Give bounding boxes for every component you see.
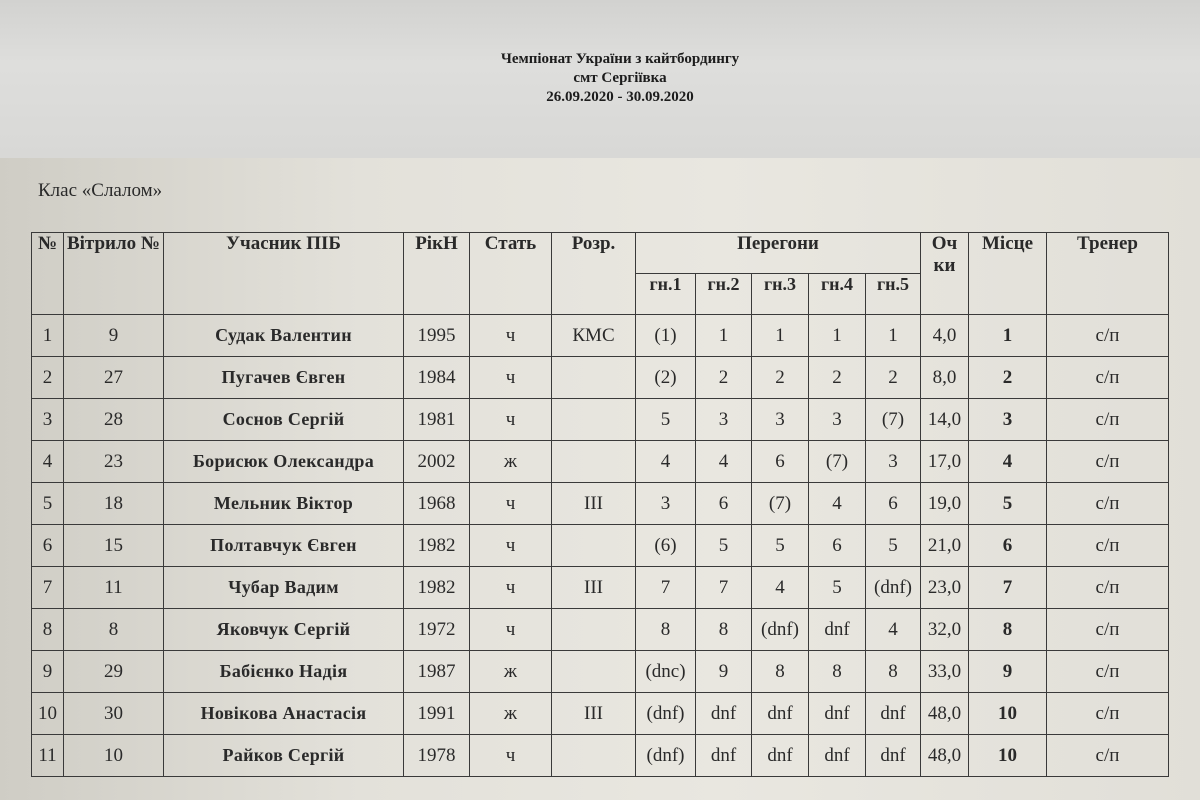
document-header	[0, 50, 1200, 107]
race-2-result-cell: 2	[696, 357, 752, 399]
participant-name-cell: Новікова Анастасія	[164, 693, 404, 735]
sail-number-cell: 9	[64, 315, 164, 357]
points-cell: 21,0	[921, 525, 969, 567]
table-row	[32, 693, 1169, 735]
race-3-result-cell: dnf	[752, 735, 809, 777]
birth-year-cell: 1978	[404, 735, 470, 777]
coach-cell: с/п	[1047, 315, 1169, 357]
sex-cell: ч	[470, 735, 552, 777]
coach-cell: с/п	[1047, 357, 1169, 399]
table-row	[32, 735, 1169, 777]
participant-name-cell: Мельник Віктор	[164, 483, 404, 525]
table-row	[32, 357, 1169, 399]
header-race-2: гн.2	[696, 274, 752, 315]
header-year: РікН	[404, 233, 470, 315]
birth-year-cell: 2002	[404, 441, 470, 483]
race-5-result-cell: dnf	[866, 735, 921, 777]
race-5-result-cell: (dnf)	[866, 567, 921, 609]
race-4-result-cell: 2	[809, 357, 866, 399]
header-coach: Тренер	[1047, 233, 1169, 315]
sex-cell: ж	[470, 441, 552, 483]
header-sex: Стать	[470, 233, 552, 315]
birth-year-cell: 1987	[404, 651, 470, 693]
sex-cell: ч	[470, 315, 552, 357]
sex-cell: ч	[470, 567, 552, 609]
place-cell: 7	[969, 567, 1047, 609]
row-number-cell: 10	[32, 693, 64, 735]
race-4-result-cell: 5	[809, 567, 866, 609]
sex-cell: ж	[470, 693, 552, 735]
coach-cell: с/п	[1047, 693, 1169, 735]
participant-name-cell: Райков Сергій	[164, 735, 404, 777]
place-cell: 5	[969, 483, 1047, 525]
points-cell: 8,0	[921, 357, 969, 399]
race-1-result-cell: (6)	[636, 525, 696, 567]
race-3-result-cell: 1	[752, 315, 809, 357]
sport-rank-cell	[552, 651, 636, 693]
participant-name-cell: Борисюк Олександра	[164, 441, 404, 483]
race-5-result-cell: (7)	[866, 399, 921, 441]
race-2-result-cell: 5	[696, 525, 752, 567]
birth-year-cell: 1995	[404, 315, 470, 357]
race-1-result-cell: (dnf)	[636, 735, 696, 777]
points-cell: 17,0	[921, 441, 969, 483]
points-cell: 4,0	[921, 315, 969, 357]
birth-year-cell: 1981	[404, 399, 470, 441]
race-3-result-cell: 6	[752, 441, 809, 483]
participant-name-cell: Яковчук Сергій	[164, 609, 404, 651]
coach-cell: с/п	[1047, 441, 1169, 483]
race-5-result-cell: 8	[866, 651, 921, 693]
race-1-result-cell: 8	[636, 609, 696, 651]
race-4-result-cell: 8	[809, 651, 866, 693]
sex-cell: ж	[470, 651, 552, 693]
race-5-result-cell: 5	[866, 525, 921, 567]
place-cell: 8	[969, 609, 1047, 651]
sport-rank-cell	[552, 609, 636, 651]
header-points: Оч ки	[921, 233, 969, 315]
race-4-result-cell: (7)	[809, 441, 866, 483]
participant-name-cell: Судак Валентин	[164, 315, 404, 357]
sport-rank-cell: ІІІ	[552, 693, 636, 735]
header-race-3: гн.3	[752, 274, 809, 315]
sex-cell: ч	[470, 399, 552, 441]
coach-cell: с/п	[1047, 525, 1169, 567]
race-4-result-cell: 3	[809, 399, 866, 441]
birth-year-cell: 1984	[404, 357, 470, 399]
place-cell: 4	[969, 441, 1047, 483]
race-4-result-cell: dnf	[809, 693, 866, 735]
header-place: Місце	[969, 233, 1047, 315]
race-1-result-cell: 3	[636, 483, 696, 525]
row-number-cell: 3	[32, 399, 64, 441]
race-3-result-cell: (7)	[752, 483, 809, 525]
coach-cell: с/п	[1047, 735, 1169, 777]
birth-year-cell: 1991	[404, 693, 470, 735]
sail-number-cell: 30	[64, 693, 164, 735]
results-body	[32, 315, 1169, 777]
row-number-cell: 1	[32, 315, 64, 357]
header-sail: Вітрило №	[64, 233, 164, 315]
race-1-result-cell: (1)	[636, 315, 696, 357]
race-2-result-cell: dnf	[696, 735, 752, 777]
race-3-result-cell: 8	[752, 651, 809, 693]
race-3-result-cell: 2	[752, 357, 809, 399]
birth-year-cell: 1982	[404, 525, 470, 567]
place-cell: 10	[969, 693, 1047, 735]
sail-number-cell: 29	[64, 651, 164, 693]
date-range: 26.09.2020 - 30.09.2020	[546, 89, 694, 105]
race-2-result-cell: 4	[696, 441, 752, 483]
sail-number-cell: 28	[64, 399, 164, 441]
race-3-result-cell: 4	[752, 567, 809, 609]
points-cell: 14,0	[921, 399, 969, 441]
race-3-result-cell: 5	[752, 525, 809, 567]
race-5-result-cell: 2	[866, 357, 921, 399]
header-race-4: гн.4	[809, 274, 866, 315]
results-table	[31, 232, 1169, 777]
header-race-1: гн.1	[636, 274, 696, 315]
sail-number-cell: 10	[64, 735, 164, 777]
participant-name-cell: Полтавчук Євген	[164, 525, 404, 567]
place-cell: 3	[969, 399, 1047, 441]
row-number-cell: 7	[32, 567, 64, 609]
championship-title: Чемпіонат України з кайтбордингу	[500, 51, 740, 67]
place-cell: 9	[969, 651, 1047, 693]
table-row	[32, 399, 1169, 441]
header-rank: Розр.	[552, 233, 636, 315]
sail-number-cell: 8	[64, 609, 164, 651]
row-number-cell: 2	[32, 357, 64, 399]
race-1-result-cell: (dnf)	[636, 693, 696, 735]
sport-rank-cell: КМС	[552, 315, 636, 357]
points-cell: 23,0	[921, 567, 969, 609]
place-cell: 2	[969, 357, 1047, 399]
race-4-result-cell: dnf	[809, 609, 866, 651]
row-number-cell: 5	[32, 483, 64, 525]
race-5-result-cell: 6	[866, 483, 921, 525]
race-2-result-cell: 3	[696, 399, 752, 441]
race-3-result-cell: (dnf)	[752, 609, 809, 651]
race-4-result-cell: 1	[809, 315, 866, 357]
race-1-result-cell: (2)	[636, 357, 696, 399]
row-number-cell: 8	[32, 609, 64, 651]
race-1-result-cell: (dnc)	[636, 651, 696, 693]
header-name: Учасник ПІБ	[164, 233, 404, 315]
coach-cell: с/п	[1047, 483, 1169, 525]
header-races: Перегони	[636, 233, 921, 274]
birth-year-cell: 1982	[404, 567, 470, 609]
header-no: №	[32, 233, 64, 315]
sex-cell: ч	[470, 525, 552, 567]
race-3-result-cell: dnf	[752, 693, 809, 735]
sport-rank-cell	[552, 399, 636, 441]
table-row	[32, 483, 1169, 525]
sport-rank-cell	[552, 735, 636, 777]
participant-name-cell: Чубар Вадим	[164, 567, 404, 609]
race-4-result-cell: dnf	[809, 735, 866, 777]
points-cell: 33,0	[921, 651, 969, 693]
race-4-result-cell: 4	[809, 483, 866, 525]
sail-number-cell: 23	[64, 441, 164, 483]
header-race-5: гн.5	[866, 274, 921, 315]
table-row	[32, 315, 1169, 357]
place-cell: 10	[969, 735, 1047, 777]
table-row	[32, 609, 1169, 651]
participant-name-cell: Пугачев Євген	[164, 357, 404, 399]
sex-cell: ч	[470, 609, 552, 651]
birth-year-cell: 1968	[404, 483, 470, 525]
sport-rank-cell: ІІІ	[552, 483, 636, 525]
points-cell: 48,0	[921, 735, 969, 777]
sail-number-cell: 27	[64, 357, 164, 399]
race-1-result-cell: 4	[636, 441, 696, 483]
row-number-cell: 11	[32, 735, 64, 777]
sail-number-cell: 11	[64, 567, 164, 609]
race-2-result-cell: 7	[696, 567, 752, 609]
venue: смт Сергіївка	[573, 70, 667, 86]
participant-name-cell: Бабієнко Надія	[164, 651, 404, 693]
race-1-result-cell: 7	[636, 567, 696, 609]
sport-rank-cell: ІІІ	[552, 567, 636, 609]
race-3-result-cell: 3	[752, 399, 809, 441]
coach-cell: с/п	[1047, 399, 1169, 441]
sport-rank-cell	[552, 525, 636, 567]
race-5-result-cell: 1	[866, 315, 921, 357]
race-5-result-cell: 3	[866, 441, 921, 483]
class-label: Клас «Слалом»	[38, 180, 163, 201]
coach-cell: с/п	[1047, 651, 1169, 693]
race-2-result-cell: 1	[696, 315, 752, 357]
place-cell: 1	[969, 315, 1047, 357]
race-2-result-cell: 9	[696, 651, 752, 693]
table-row	[32, 651, 1169, 693]
race-5-result-cell: dnf	[866, 693, 921, 735]
row-number-cell: 6	[32, 525, 64, 567]
row-number-cell: 4	[32, 441, 64, 483]
race-2-result-cell: dnf	[696, 693, 752, 735]
sex-cell: ч	[470, 357, 552, 399]
participant-name-cell: Соснов Сергій	[164, 399, 404, 441]
points-cell: 19,0	[921, 483, 969, 525]
coach-cell: с/п	[1047, 609, 1169, 651]
row-number-cell: 9	[32, 651, 64, 693]
race-4-result-cell: 6	[809, 525, 866, 567]
race-5-result-cell: 4	[866, 609, 921, 651]
table-row	[32, 441, 1169, 483]
table-row	[32, 525, 1169, 567]
sex-cell: ч	[470, 483, 552, 525]
race-1-result-cell: 5	[636, 399, 696, 441]
sail-number-cell: 18	[64, 483, 164, 525]
table-row	[32, 567, 1169, 609]
sail-number-cell: 15	[64, 525, 164, 567]
race-2-result-cell: 6	[696, 483, 752, 525]
coach-cell: с/п	[1047, 567, 1169, 609]
sport-rank-cell	[552, 441, 636, 483]
place-cell: 6	[969, 525, 1047, 567]
birth-year-cell: 1972	[404, 609, 470, 651]
points-cell: 48,0	[921, 693, 969, 735]
points-cell: 32,0	[921, 609, 969, 651]
sport-rank-cell	[552, 357, 636, 399]
race-2-result-cell: 8	[696, 609, 752, 651]
